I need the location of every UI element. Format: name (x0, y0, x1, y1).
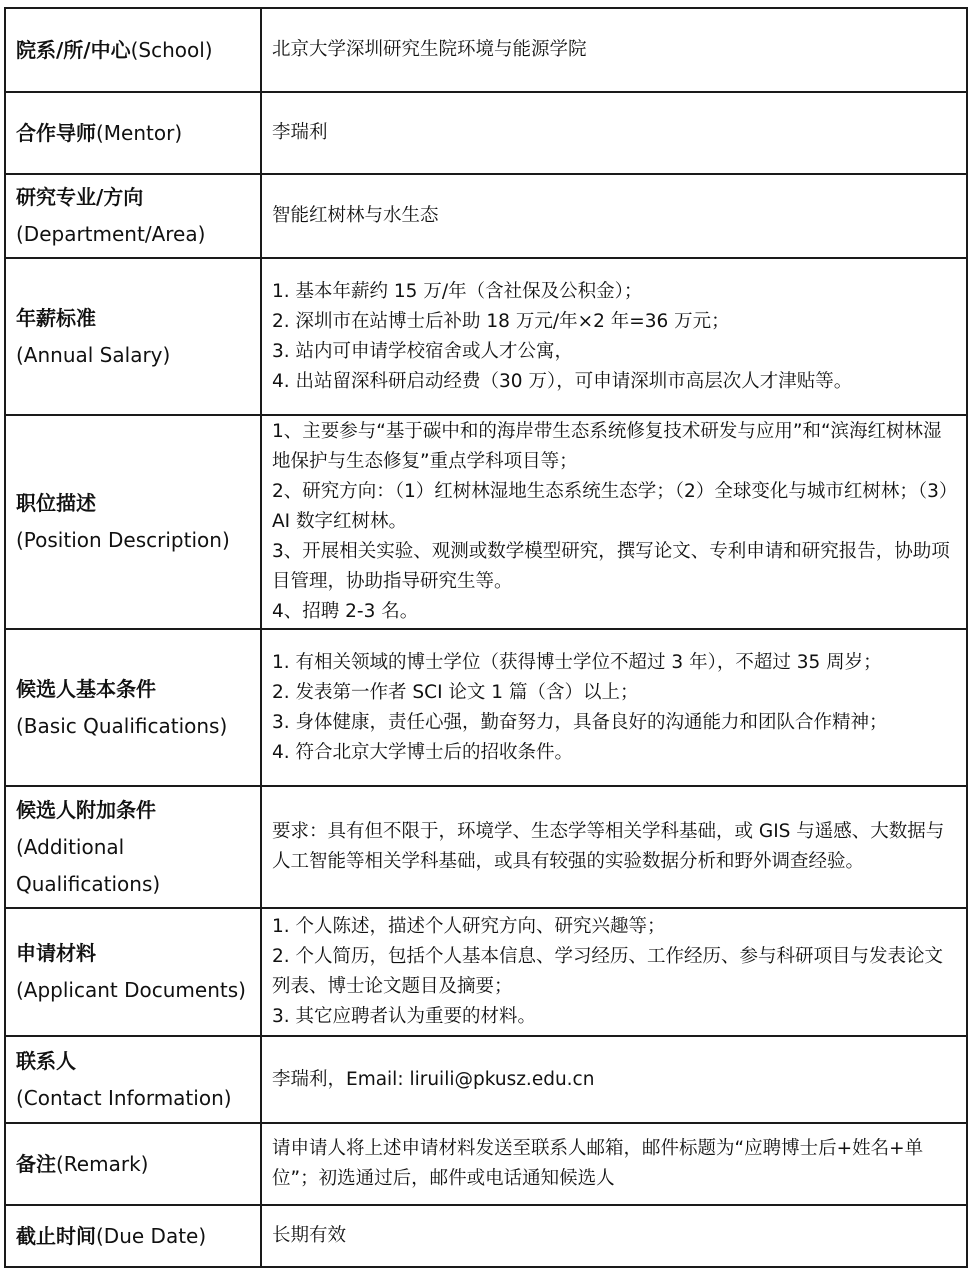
value-line: 1. 个人陈述，描述个人研究方向、研究兴趣等； (272, 916, 666, 937)
value-line: 1. 有相关领域的博士学位（获得博士学位不超过 3 年），不超过 35 周岁； (272, 651, 882, 673)
value-line: 请申请人将上述申请材料发送至联系人邮箱，邮件标题为“应聘博士后+姓名+单位”；初选通过后，邮件或电话通知候选人 (272, 1138, 924, 1189)
label-school (5, 8, 261, 92)
label-remark (5, 1123, 261, 1205)
postdoc-info-table (4, 7, 968, 1268)
label-position (5, 415, 261, 629)
value-basic-qualifications (261, 629, 967, 786)
label-en: (Mentor) (96, 120, 183, 145)
label-en: (Position Description) (16, 528, 230, 552)
label-zh: 候选人基本条件 (16, 676, 156, 701)
row-mentor (5, 92, 967, 174)
label-zh: 职位描述 (16, 491, 96, 515)
label-mentor (5, 92, 261, 174)
label-zh: 研究专业/方向 (16, 185, 144, 209)
label-applicant-documents (5, 908, 261, 1036)
value-line: 李瑞利 (272, 122, 328, 143)
value-line: 3、开展相关实验、观测或数学模型研究，撰写论文、专利申请和研究报告，协助项目管理，协助指导研究生等。 (272, 541, 950, 592)
label-en: (Applicant Documents) (16, 978, 246, 1002)
row-applicant-documents (5, 908, 967, 1036)
label-en: (Additional Qualifications) (16, 834, 161, 896)
value-mentor (261, 92, 967, 174)
value-salary (261, 258, 967, 415)
label-en: (Due Date) (96, 1223, 207, 1248)
value-line: 智能红树林与水生态 (272, 205, 439, 226)
row-due-date (5, 1205, 967, 1267)
label-department (5, 174, 261, 258)
value-line: 3. 身体健康，责任心强，勤奋努力，具备良好的沟通能力和团队合作精神； (272, 711, 888, 733)
value-line: 4. 出站留深科研启动经费（30 万），可申请深圳市高层次人才津贴等。 (272, 370, 853, 392)
value-line: 长期有效 (272, 1225, 347, 1246)
row-basic-qualifications (5, 629, 967, 786)
row-department (5, 174, 967, 258)
label-zh: 院系/所/中心 (16, 37, 131, 62)
label-zh: 联系人 (16, 1048, 76, 1073)
label-zh: 候选人附加条件 (16, 797, 156, 822)
label-contact (5, 1036, 261, 1123)
value-additional-qualifications (261, 786, 967, 908)
value-school (261, 8, 967, 92)
value-department (261, 174, 967, 258)
value-line: 1. 基本年薪约 15 万/年（含社保及公积金）； (272, 280, 643, 302)
label-en: (Annual Salary) (16, 342, 171, 367)
label-zh: 申请材料 (16, 941, 96, 965)
label-zh: 备注 (16, 1151, 56, 1176)
value-line: 李瑞利，Email: liruili@pkusz.edu.cn (272, 1068, 595, 1090)
value-line: 4、招聘 2-3 名。 (272, 601, 419, 622)
value-line: 2. 发表第一作者 SCI 论文 1 篇（含）以上； (272, 681, 639, 703)
value-line: 2、研究方向：（1）红树林湿地生态系统生态学；（2）全球变化与城市红树林；（3）AI 数字红树林。 (272, 481, 958, 532)
value-line: 3. 站内可申请学校宿舍或人才公寓， (272, 340, 574, 362)
row-position (5, 415, 967, 629)
label-en: (Department/Area) (16, 222, 206, 246)
value-line: 3. 其它应聘者认为重要的材料。 (272, 1006, 537, 1027)
value-position (261, 415, 967, 629)
label-en: (School) (130, 37, 213, 62)
value-line: 4. 符合北京大学博士后的招收条件。 (272, 741, 574, 763)
value-line: 1、主要参与“基于碳中和的海岸带生态系统修复技术研发与应用”和“滨海红树林湿地保护与生态修复”重点学科项目等； (272, 421, 942, 472)
value-line: 要求：具有但不限于，环境学、生态学等相关学科基础，或 GIS 与遥感、大数据与人工智能等相关学科基础，或具有较强的实验数据分析和野外调查经验。 (272, 821, 945, 872)
row-contact (5, 1036, 967, 1123)
label-basic-qualifications (5, 629, 261, 786)
row-school (5, 8, 967, 92)
value-line: 2. 个人简历，包括个人基本信息、学习经历、工作经历、参与科研项目与发表论文列表、博士论文题目及摘要； (272, 946, 944, 997)
value-contact (261, 1036, 967, 1123)
value-due-date (261, 1205, 967, 1267)
value-remark (261, 1123, 967, 1205)
row-salary (5, 258, 967, 415)
row-additional-qualifications (5, 786, 967, 908)
label-en: (Basic Qualifications) (16, 713, 228, 738)
label-en: (Contact Information) (16, 1085, 232, 1110)
value-applicant-documents (261, 908, 967, 1036)
row-remark (5, 1123, 967, 1205)
label-additional-qualifications (5, 786, 261, 908)
label-zh: 合作导师 (16, 120, 96, 145)
value-line: 2. 深圳市在站博士后补助 18 万元/年×2 年=36 万元； (272, 310, 730, 332)
label-salary (5, 258, 261, 415)
value-line: 北京大学深圳研究生院环境与能源学院 (272, 39, 587, 60)
label-due-date (5, 1205, 261, 1267)
label-zh: 截止时间 (16, 1223, 96, 1248)
label-en: (Remark) (56, 1151, 149, 1176)
label-zh: 年薪标准 (16, 305, 96, 330)
